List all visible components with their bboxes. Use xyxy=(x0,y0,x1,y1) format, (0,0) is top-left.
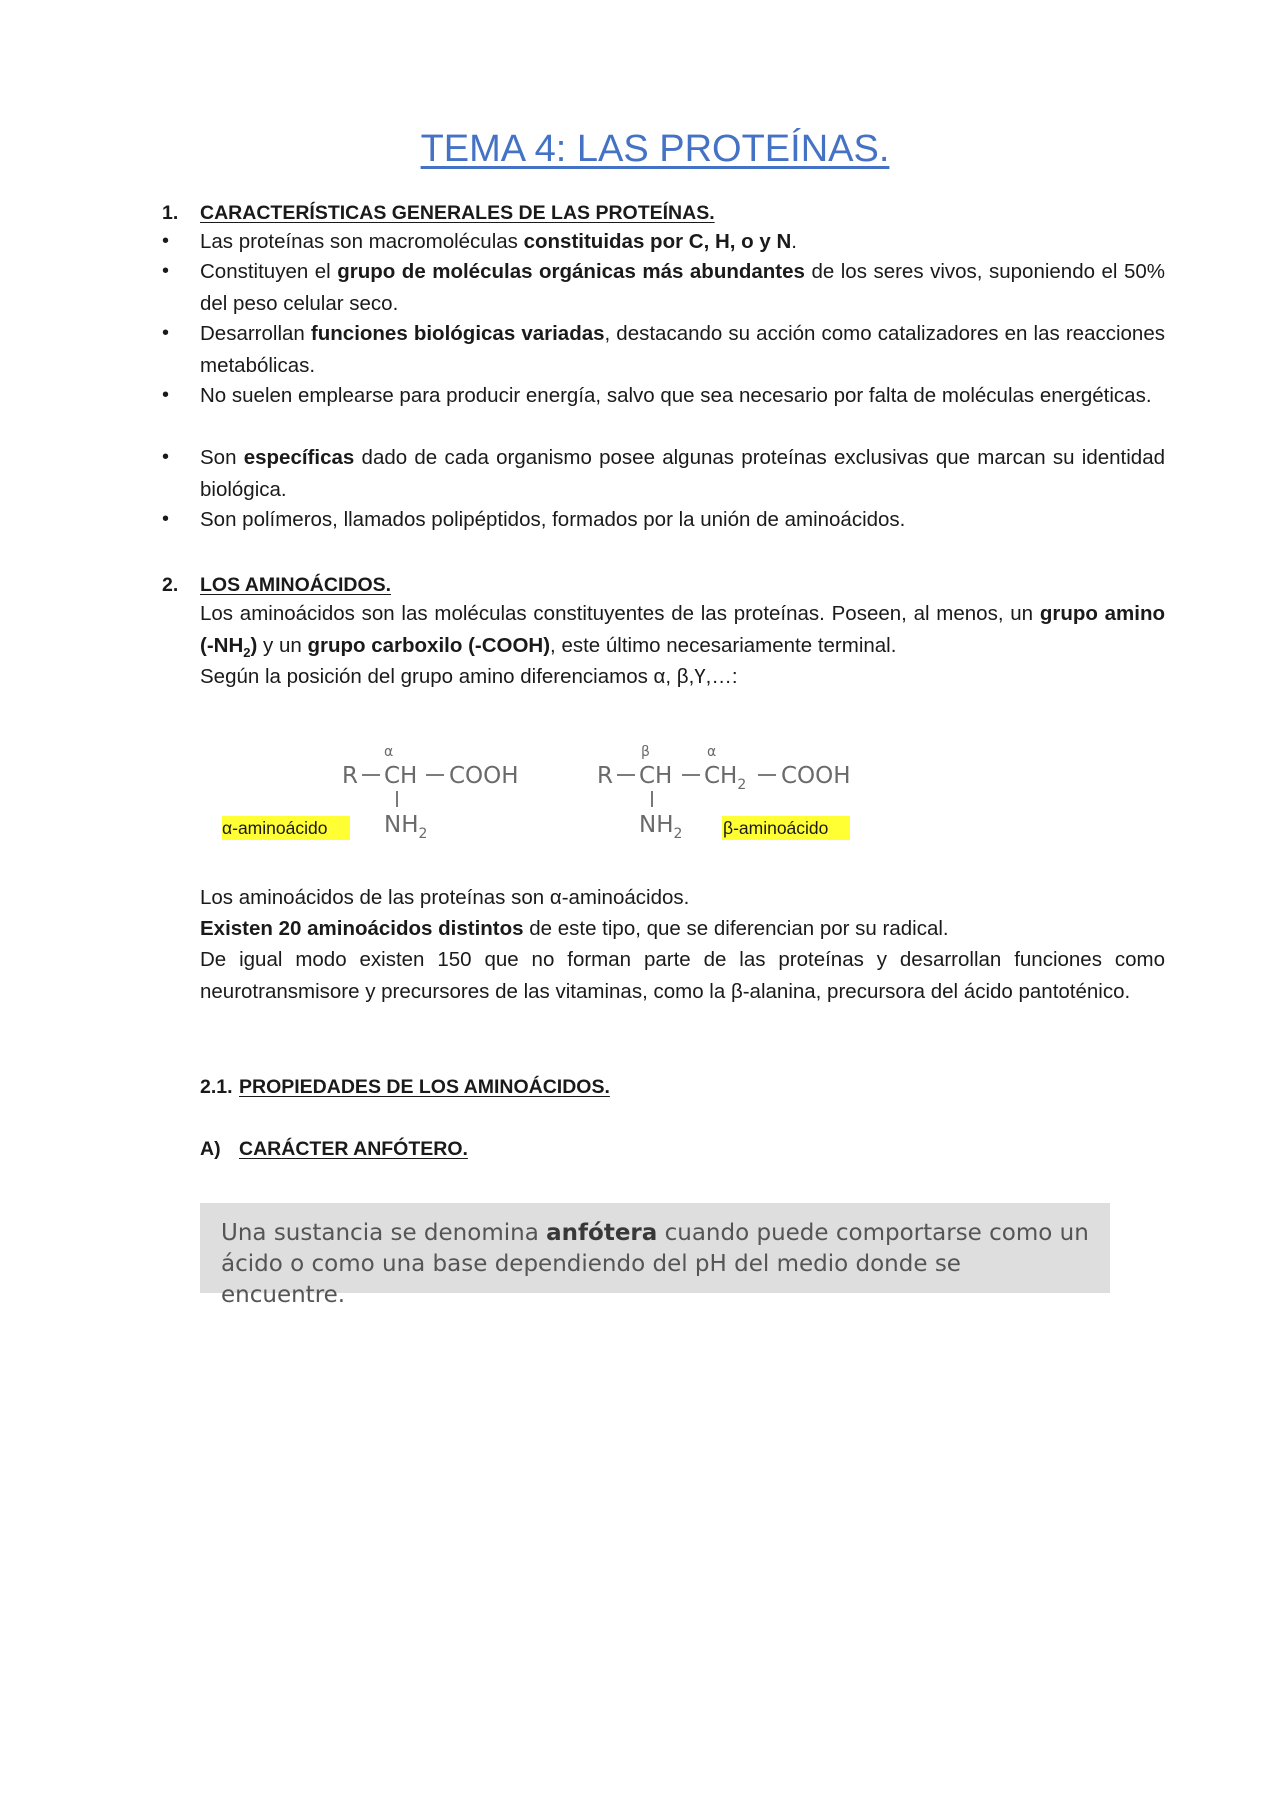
bullet-marker: • xyxy=(162,260,170,282)
twenty-aminoacids-paragraph: Existen 20 aminoácidos distintos de este tipo, que se diferencian por su radical. xyxy=(200,917,949,940)
section-2-1-heading: PROPIEDADES DE LOS AMINOÁCIDOS. xyxy=(239,1076,610,1098)
bullet-item-1: Las proteínas son macromoléculas constituidas por C, H, o y N. xyxy=(200,230,797,253)
bullet-item-3: Desarrollan funciones biológicas variadas, destacando su acción como catalizadores en las reacciones metabólicas. xyxy=(200,322,1165,377)
amphoteric-definition-box: Una sustancia se denomina anfótera cuando puede comportarse como un ácido o como una base dependiendo del pH del medio donde se encuentre. xyxy=(200,1203,1110,1293)
alpha-aminoacid-formula xyxy=(222,744,519,842)
bullet-marker: • xyxy=(162,230,170,252)
beta-formula-r: R xyxy=(597,763,613,789)
page-title: TEMA 4: LAS PROTEÍNAS. xyxy=(420,128,890,170)
beta-amine-group: $NH_2$ xyxy=(639,812,683,842)
non-protein-aminoacids-paragraph: De igual modo existen 150 que no forman parte de las proteínas y desarrollan funciones como neurotransmisore y precursores de las vitaminas, como la β-alanina, precursora del ácido pantoténico. xyxy=(200,948,1165,1003)
aminoacid-formula-figure xyxy=(0,740,1280,850)
section-2-1-number: 2.1. xyxy=(200,1076,233,1098)
beta-formula-ch: CH xyxy=(639,763,673,789)
beta-greek-label: β xyxy=(641,744,650,760)
alpha-greek-label: α xyxy=(384,744,394,760)
alpha-formula-ch: CH xyxy=(384,763,418,789)
section-2-heading: LOS AMINOÁCIDOS. xyxy=(200,574,392,596)
bullet-item-2: Constituyen el grupo de moléculas orgánicas más abundantes de los seres vivos, suponiendo el 50% del peso celular seco. xyxy=(200,260,1166,315)
subsection-a-letter: A) xyxy=(200,1138,221,1160)
bullet-marker: • xyxy=(162,384,170,406)
aminoacid-intro-paragraph: Los aminoácidos son las moléculas constituyentes de las proteínas. Poseen, al menos, un grupo amino $(-NH_2)$ y un grupo carboxilo (-COOH), este último necesariamente terminal. xyxy=(200,602,1165,660)
beta-formula-ch2: $CH_2$ xyxy=(704,763,747,793)
bullet-item-4: No suelen emplearse para producir energía, salvo que sea necesario por falta de moléculas energéticas. xyxy=(200,384,1152,407)
section-1-number: 1. xyxy=(162,202,179,224)
beta-alpha-greek-label: α xyxy=(707,744,717,760)
alpha-aminoacid-label: α-aminoácido xyxy=(222,818,328,838)
beta-formula-cooh: COOH xyxy=(781,763,851,789)
alpha-amine-group: $NH_2$ xyxy=(384,812,428,842)
bullet-marker: • xyxy=(162,322,170,344)
beta-aminoacid-label: β-aminoácido xyxy=(723,818,829,838)
beta-aminoacid-formula xyxy=(597,744,851,842)
section-1-heading: CARACTERÍSTICAS GENERALES DE LAS PROTEÍNAS. xyxy=(200,202,715,224)
bullet-item-5: Son específicas dado de cada organismo posee algunas proteínas exclusivas que marcan su identidad biológica. xyxy=(200,446,1166,501)
bullet-marker: • xyxy=(162,446,170,468)
alpha-formula-r: R xyxy=(342,763,358,789)
subsection-a-heading: CARÁCTER ANFÓTERO. xyxy=(239,1138,468,1160)
amino-position-paragraph: Según la posición del grupo amino diferenciamos α, β,Ү,…: xyxy=(200,665,738,688)
alpha-formula-cooh: COOH xyxy=(449,763,519,789)
bullet-item-6: Son polímeros, llamados polipéptidos, formados por la unión de aminoácidos. xyxy=(200,508,906,531)
bullet-marker: • xyxy=(162,508,170,530)
section-2-number: 2. xyxy=(162,574,179,596)
protein-aminoacids-paragraph: Los aminoácidos de las proteínas son α-aminoácidos. xyxy=(200,886,690,909)
